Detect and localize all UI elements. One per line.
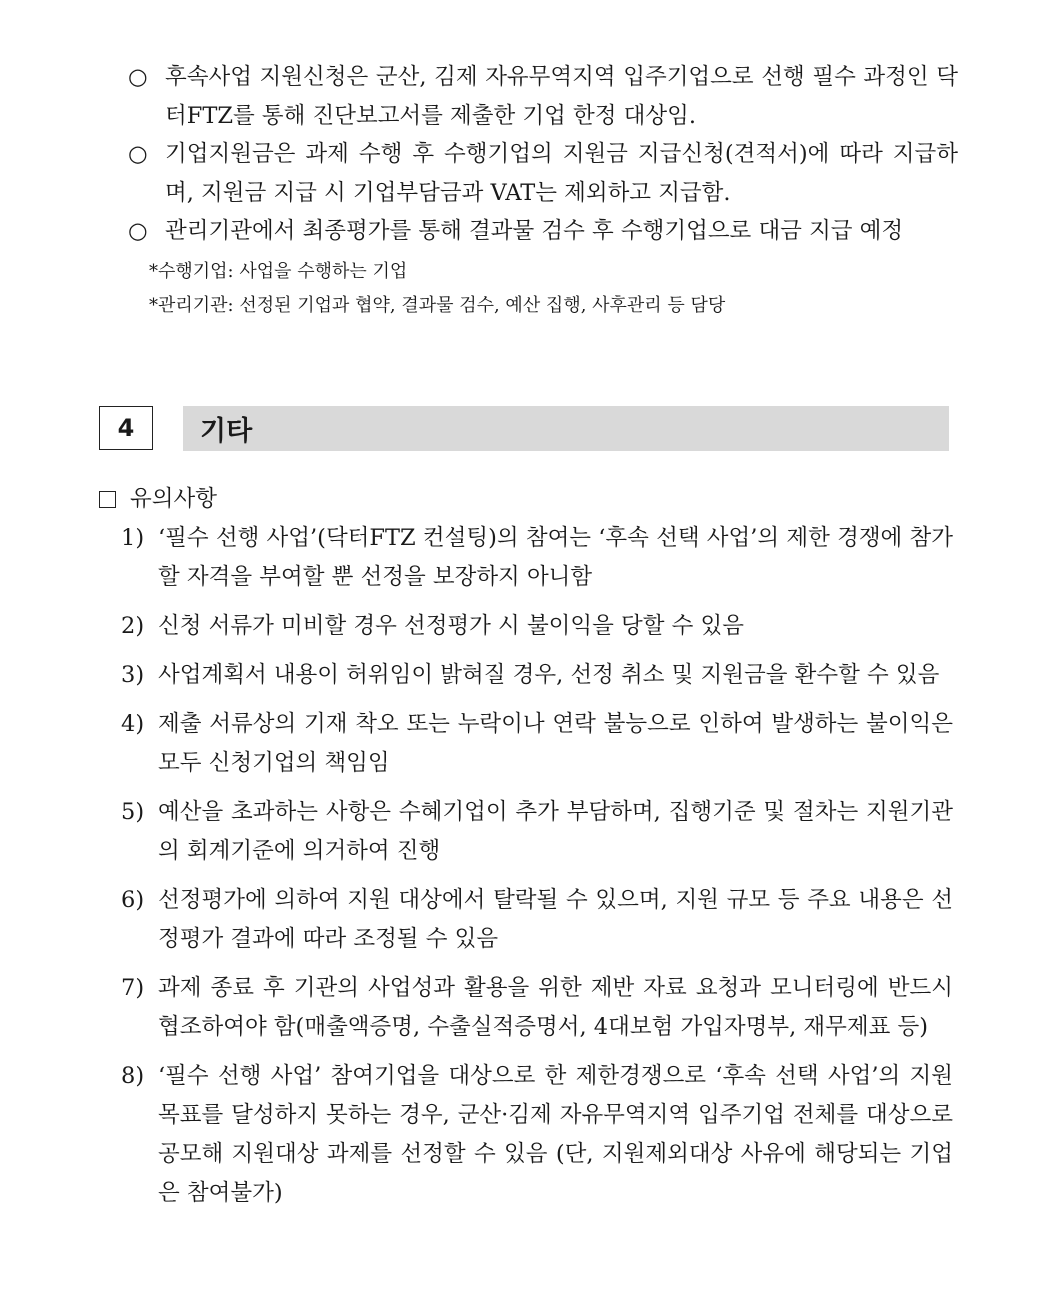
list-item [121,607,953,646]
bullet-text: 후속사업 지원신청은 군산, 김제 자유무역지역 입주기업으로 선행 필수 과정인 닥터FTZ를 통해 진단보고서를 제출한 기업 한정 대상임. [165,64,958,129]
list-item [121,793,953,871]
item-text: ‘필수 선행 사업’(닥터FTZ 컨설팅)의 참여는 ‘후속 선택 사업’의 제한 경쟁에 참가할 자격을 부여할 뿐 선정을 보장하지 아니함 [158,525,953,590]
bullet-text: 기업지원금은 과제 수행 후 수행기업의 지원금 지급신청(견적서)에 따라 지급하며, 지원금 지급 시 기업부담금과 VAT는 제외하고 지급함. [165,141,958,206]
list-item [121,881,953,959]
list-item [121,705,953,783]
item-number: 3) [121,662,145,688]
item-number: 8) [121,1063,145,1089]
footnote: *관리기관: 선정된 기업과 협약, 결과물 검수, 예산 집행, 사후관리 등 담당 [149,295,726,316]
notice-list [121,519,953,1223]
list-item [121,519,953,597]
item-number: 4) [121,711,145,737]
item-number: 6) [121,887,145,913]
item-number: 5) [121,799,145,825]
footnotes [128,255,958,323]
list-item [121,969,953,1047]
circle-bullet-icon: ○ [128,141,148,167]
circle-bullet-icon: ○ [128,218,148,244]
item-text: 제출 서류상의 기재 착오 또는 누락이나 연락 불능으로 인하여 발생하는 불이익은 모두 신청기업의 책임임 [158,711,953,776]
item-number: 7) [121,975,145,1001]
checkbox-icon [99,491,116,508]
bullet-item [128,135,958,213]
item-number: 1) [121,525,145,551]
bullet-item [128,58,958,136]
item-text: 신청 서류가 미비할 경우 선정평가 시 불이익을 당할 수 있음 [158,613,745,639]
item-number: 2) [121,613,145,639]
item-text: 사업계획서 내용이 허위임이 밝혀질 경우, 선정 취소 및 지원금을 환수할 수 있음 [158,662,940,688]
section-title: 기타 [183,406,949,451]
item-text: ‘필수 선행 사업’ 참여기업을 대상으로 한 제한경쟁으로 ‘후속 선택 사업’의 지원목표를 달성하지 못하는 경우, 군산·김제 자유무역지역 입주기업 전체를 대상으로 공모해 지원대상 과제를 선정할 수 있음 (단, 지원제외대상 사유에 해당되는 기업은 참여불가) [158,1063,953,1206]
item-text: 예산을 초과하는 사항은 수혜기업이 추가 부담하며, 집행기준 및 절차는 지원기관의 회계기준에 의거하여 진행 [158,799,953,864]
notice-heading [99,481,217,517]
bullet-text: 관리기관에서 최종평가를 통해 결과물 검수 후 수행기업으로 대금 지급 예정 [165,218,904,244]
bullet-item [128,212,958,251]
list-item [121,656,953,695]
item-text: 과제 종료 후 기관의 사업성과 활용을 위한 제반 자료 요청과 모니터링에 반드시 협조하여야 함(매출액증명, 수출실적증명서, 4대보험 가입자명부, 재무제표 등) [158,975,953,1040]
footnote: *수행기업: 사업을 수행하는 기업 [149,261,408,282]
item-text: 선정평가에 의하여 지원 대상에서 탈락될 수 있으며, 지원 규모 등 주요 내용은 선정평가 결과에 따라 조정될 수 있음 [158,887,953,952]
top-bullet-list [128,58,958,323]
notice-heading-label: 유의사항 [130,486,217,512]
circle-bullet-icon: ○ [128,64,148,90]
list-item [121,1057,953,1213]
section-number: 4 [99,406,153,450]
